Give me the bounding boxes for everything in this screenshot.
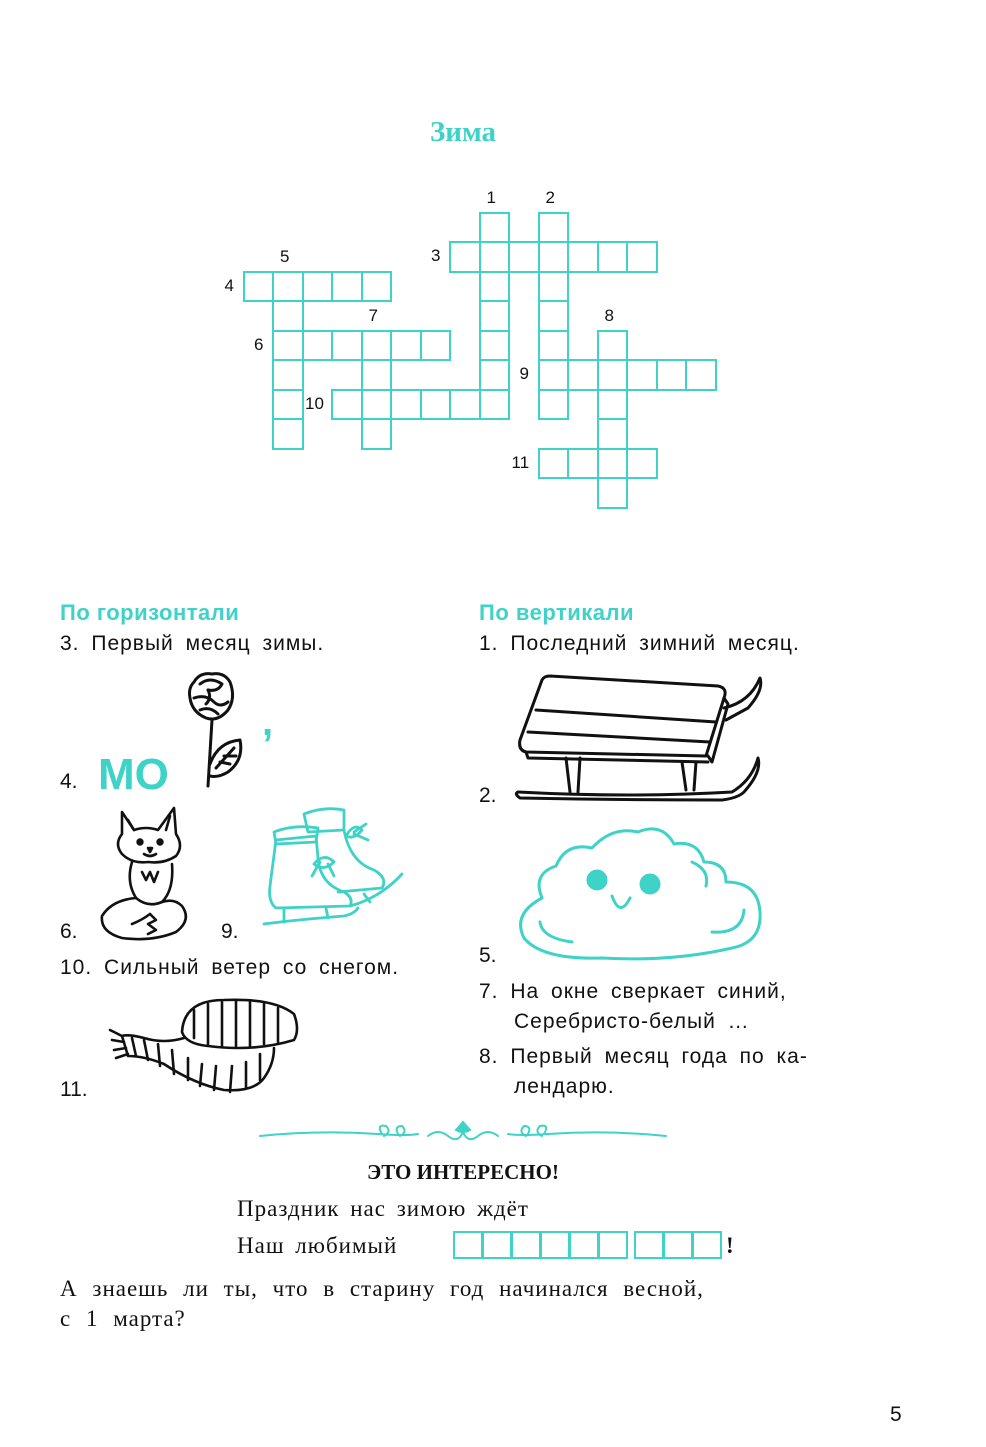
- crossword-cell[interactable]: [449, 389, 481, 421]
- crossword-cell[interactable]: [331, 389, 363, 421]
- paragraph-line1: А знаешь ли ты, что в старину год начинался весной,: [60, 1276, 704, 1301]
- crossword-cell[interactable]: [361, 330, 393, 362]
- crossword-cell[interactable]: [538, 330, 570, 362]
- crossword-cell[interactable]: [479, 241, 511, 273]
- clue-v8-line1: 8. Первый месяц года по ка-: [479, 1045, 808, 1068]
- crossword-cell[interactable]: [626, 241, 658, 273]
- interesting-heading: ЭТО ИНТЕРЕСНО!: [367, 1160, 559, 1184]
- crossword-cell[interactable]: [420, 330, 452, 362]
- crossword-cell[interactable]: [361, 389, 393, 421]
- rebus-comma: ,: [262, 700, 274, 744]
- skates-icon: [254, 802, 410, 944]
- crossword-cell[interactable]: [479, 389, 511, 421]
- crossword-number: 10: [305, 393, 324, 413]
- crossword-cell[interactable]: [302, 330, 334, 362]
- crossword-cell[interactable]: [538, 359, 570, 391]
- vertical-heading: По вертикали: [479, 600, 635, 625]
- clue-v1: 1. Последний зимний месяц.: [479, 632, 800, 655]
- page-number: 5: [890, 1403, 902, 1426]
- clue-v5-number: 5.: [479, 944, 497, 967]
- clue-h3: 3. Первый месяц зимы.: [60, 632, 325, 655]
- crossword-cell[interactable]: [538, 271, 570, 303]
- crossword-number: 5: [280, 246, 290, 266]
- clue-v7-line2: Серебристо-белый …: [514, 1010, 750, 1033]
- crossword-cell[interactable]: [685, 359, 717, 391]
- poem-line2: Наш любимый: [237, 1233, 398, 1258]
- crossword-cell[interactable]: [479, 212, 511, 244]
- crossword-cell[interactable]: [597, 448, 629, 480]
- crossword-cell[interactable]: [449, 241, 481, 273]
- crossword-cell[interactable]: [597, 389, 629, 421]
- poem-exclamation: !: [726, 1233, 735, 1258]
- answer-box[interactable]: [540, 1231, 570, 1259]
- answer-box[interactable]: [598, 1231, 628, 1259]
- crossword-cell[interactable]: [302, 271, 334, 303]
- crossword-number: 2: [545, 187, 555, 207]
- crossword-cell[interactable]: [420, 389, 452, 421]
- rebus-letters: МО: [98, 750, 169, 799]
- crossword-cell[interactable]: [361, 418, 393, 450]
- crossword-cell[interactable]: [626, 359, 658, 391]
- crossword-number: 3: [431, 246, 441, 265]
- crossword-cell[interactable]: [626, 448, 658, 480]
- answer-box[interactable]: [663, 1231, 693, 1259]
- clue-v8-line2: лендарю.: [514, 1075, 615, 1098]
- crossword-cell[interactable]: [597, 418, 629, 450]
- crossword-number: 4: [224, 275, 234, 295]
- crossword-number: 6: [254, 334, 264, 354]
- answer-box[interactable]: [511, 1231, 541, 1259]
- crossword-cell[interactable]: [508, 241, 540, 273]
- crossword-cell[interactable]: [390, 330, 422, 362]
- answer-box[interactable]: [453, 1231, 483, 1259]
- crossword-number: 9: [519, 364, 529, 383]
- crossword-cell[interactable]: [272, 330, 304, 362]
- ornament-divider: [258, 1120, 668, 1146]
- answer-box[interactable]: [692, 1231, 722, 1259]
- crossword-cell[interactable]: [361, 271, 393, 303]
- crossword-cell[interactable]: [597, 241, 629, 273]
- crossword-cell[interactable]: [479, 300, 511, 332]
- crossword-cell[interactable]: [272, 418, 304, 450]
- crossword-cell[interactable]: [538, 389, 570, 421]
- clue-h10: 10. Сильный ветер со снегом.: [60, 956, 400, 979]
- crossword-cell[interactable]: [272, 389, 304, 421]
- crossword-cell[interactable]: [390, 389, 422, 421]
- crossword-cell[interactable]: [538, 300, 570, 332]
- crossword-cell[interactable]: [567, 359, 599, 391]
- crossword-number: 7: [368, 305, 378, 325]
- answer-box[interactable]: [569, 1231, 599, 1259]
- crossword-cell[interactable]: [656, 359, 688, 391]
- crossword-number: 8: [604, 305, 614, 325]
- horizontal-heading: По горизонтали: [60, 600, 240, 625]
- crossword-cell[interactable]: [361, 359, 393, 391]
- crossword-cell[interactable]: [272, 359, 304, 391]
- crossword-cell[interactable]: [538, 448, 570, 480]
- crossword-number: 1: [486, 187, 496, 207]
- paragraph-line2: с 1 марта?: [60, 1306, 186, 1331]
- rose-icon: [178, 668, 258, 790]
- clue-h11-number: 11.: [60, 1078, 88, 1101]
- crossword-cell[interactable]: [331, 271, 363, 303]
- crossword-cell[interactable]: [597, 330, 629, 362]
- cloud-icon: [512, 822, 768, 970]
- crossword-cell[interactable]: [597, 359, 629, 391]
- clue-v2-number: 2.: [479, 784, 497, 807]
- answer-box[interactable]: [634, 1231, 664, 1259]
- crossword-cell[interactable]: [479, 330, 511, 362]
- poem-line1: Праздник нас зимою ждёт: [237, 1196, 529, 1221]
- clue-h9-number: 9.: [221, 920, 239, 943]
- crossword-number: 11: [511, 452, 530, 472]
- crossword-cell[interactable]: [479, 271, 511, 303]
- answer-box[interactable]: [482, 1231, 512, 1259]
- crossword-cell[interactable]: [567, 448, 599, 480]
- crossword-cell[interactable]: [567, 241, 599, 273]
- clue-h4-number: 4.: [60, 770, 78, 793]
- crossword-cell[interactable]: [331, 330, 363, 362]
- crossword-cell[interactable]: [272, 271, 304, 303]
- scarf-icon: [104, 994, 334, 1102]
- crossword-cell[interactable]: [538, 212, 570, 244]
- fox-icon: [92, 802, 200, 944]
- crossword-cell[interactable]: [479, 359, 511, 391]
- page-title: Зима: [429, 116, 497, 148]
- crossword-cell[interactable]: [243, 271, 275, 303]
- crossword-cell[interactable]: [272, 300, 304, 332]
- sled-icon: [512, 668, 770, 806]
- crossword-cell[interactable]: [538, 241, 570, 273]
- crossword-cell[interactable]: [597, 477, 629, 509]
- clue-v7-line1: 7. На окне сверкает синий,: [479, 980, 787, 1003]
- clue-h6-number: 6.: [60, 920, 78, 943]
